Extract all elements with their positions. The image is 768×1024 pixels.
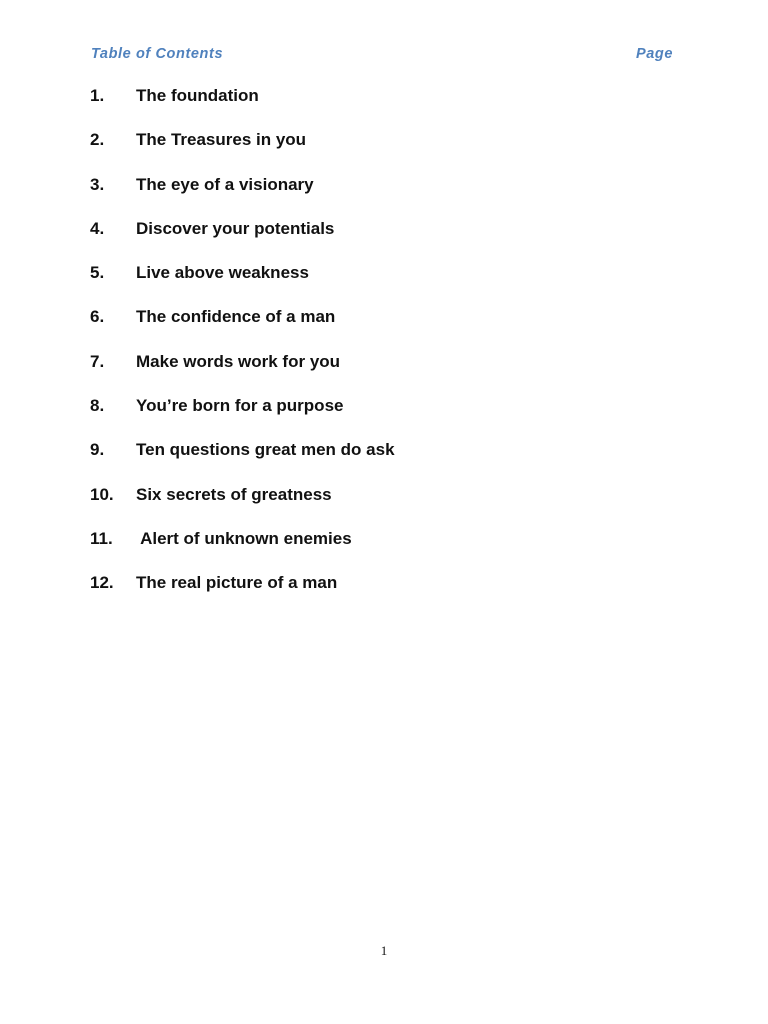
toc-entry-title: You’re born for a purpose	[136, 396, 344, 416]
toc-title: Table of Contents	[91, 46, 224, 62]
toc-entry	[90, 440, 690, 484]
toc-entry	[90, 396, 690, 440]
toc-list	[90, 86, 690, 618]
toc-entry-number: 9.	[90, 440, 105, 460]
toc-entry	[90, 219, 690, 263]
toc-entry-number: 5.	[90, 263, 105, 283]
toc-entry-number: 8.	[90, 396, 105, 416]
toc-entry-title: The foundation	[136, 86, 259, 105]
toc-entry-number: 1.	[90, 86, 105, 105]
page-number: 1	[380, 943, 388, 958]
toc-entry	[90, 573, 690, 617]
toc-entry-title: The confidence of a man	[136, 307, 336, 327]
toc-entry	[90, 529, 690, 573]
toc-entry	[90, 307, 690, 351]
toc-entry-number: 4.	[90, 218, 105, 238]
toc-entry	[90, 485, 690, 529]
toc-entry	[90, 86, 690, 130]
toc-entry-number: 10.	[90, 484, 114, 504]
toc-entry-title: Ten questions great men do ask	[136, 440, 395, 460]
toc-entry	[90, 352, 690, 396]
toc-entry-number: 7.	[90, 351, 105, 371]
toc-entry-title: The real picture of a man	[136, 573, 338, 593]
toc-entry	[90, 263, 690, 307]
toc-entry	[90, 175, 690, 219]
toc-entry-number: 6.	[90, 307, 105, 327]
toc-entry-number: 2.	[90, 130, 105, 150]
toc-entry-title: Discover your potentials	[136, 218, 335, 238]
toc-entry-title: Live above weakness	[136, 263, 309, 283]
toc-entry-title: The eye of a visionary	[136, 174, 314, 194]
toc-header	[91, 46, 673, 66]
toc-entry-title: Alert of unknown enemies	[136, 528, 352, 548]
toc-entry-title: Make words work for you	[136, 351, 341, 371]
toc-entry-title: The Treasures in you	[136, 130, 307, 150]
toc-entry-number: 11.	[90, 528, 113, 548]
toc-entry-number: 12.	[90, 573, 114, 593]
toc-entry-title: Six secrets of greatness	[136, 484, 332, 504]
toc-entry-number: 3.	[90, 174, 105, 194]
toc-entry	[90, 130, 690, 174]
page-column-label: Page	[635, 46, 673, 62]
